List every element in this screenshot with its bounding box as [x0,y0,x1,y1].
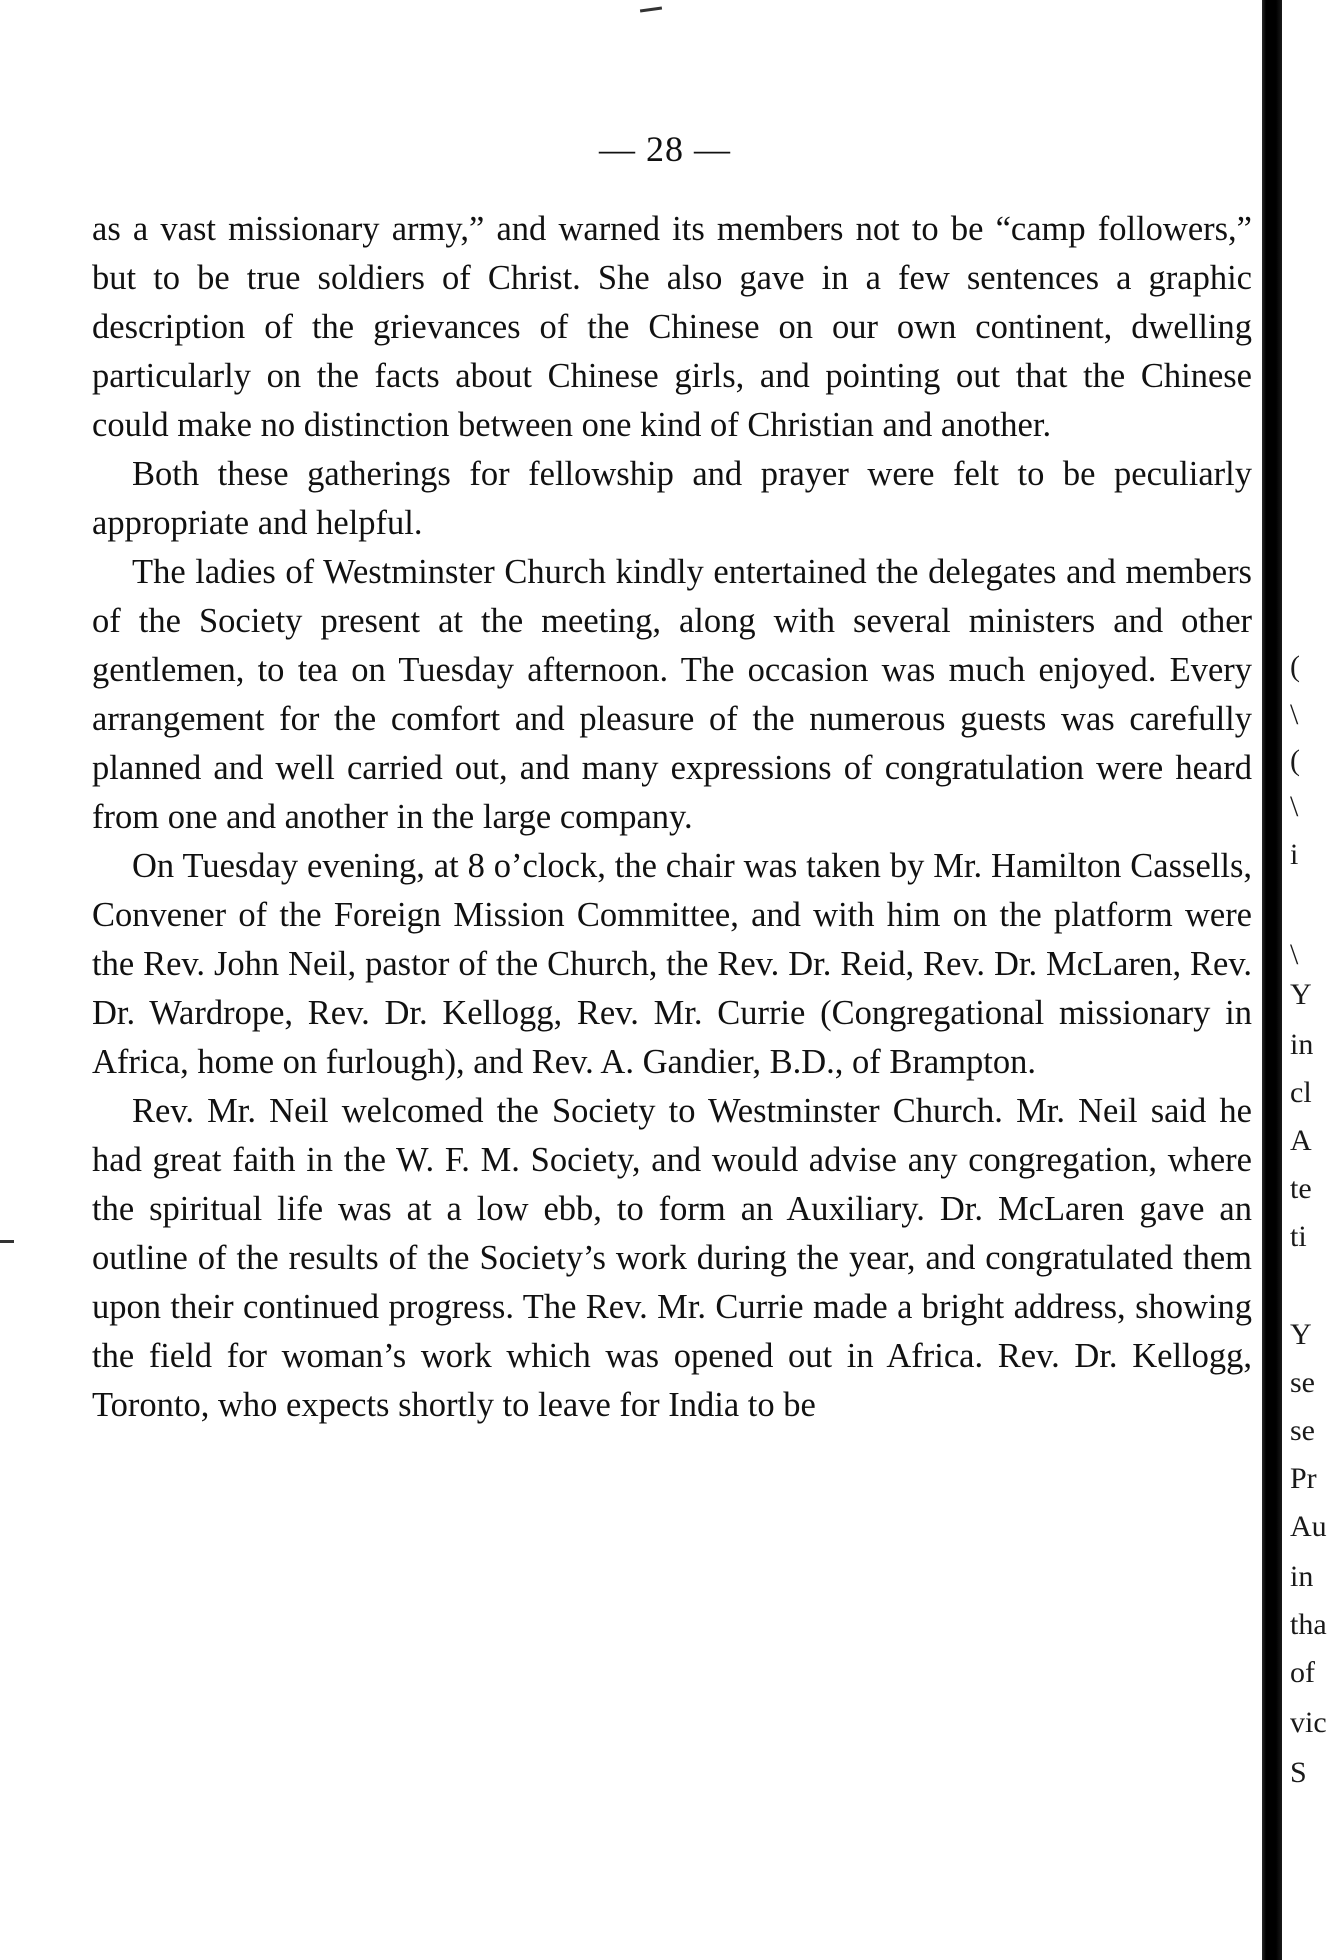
adjacent-text-fragment: Pr [1290,1462,1317,1495]
adjacent-text-fragment: ( [1290,744,1300,777]
adjacent-text-fragment: in [1290,1028,1314,1061]
adjacent-page-edge [1288,0,1330,1960]
paragraph: On Tuesday evening, at 8 o’clock, the chair was taken by Mr. Hamilton Cassells, Convener of the Foreign Mission Committee, and with him on the platform were the Rev. John Neil, pastor of the Church, the Rev. Dr. Reid, Rev. Dr. McLaren, Rev. Dr. Wardrope, Rev. Dr. Kellogg, Rev. Mr. Currie (Congregational missionary in Africa, home on furlough), and Rev. A. Gandier, B.D., of Brampton. [92,847,1252,1081]
adjacent-text-fragment: Y [1290,978,1312,1011]
adjacent-text-fragment: se [1290,1366,1315,1399]
adjacent-text-fragment: ti [1290,1220,1307,1253]
adjacent-text-fragment: S [1290,1756,1307,1789]
adjacent-text-fragment: te [1290,1172,1312,1205]
scan-mark [0,1240,14,1243]
adjacent-text-fragment: tha [1290,1608,1327,1641]
adjacent-text-fragment: se [1290,1414,1315,1447]
paragraph: as a vast missionary army,” and warned its members not to be “camp followers,” but to be true soldiers of Christ. She also gave in a few sentences a graphic description of the grievances of the Chinese on our own continent, dwelling particularly on the facts about Chinese girls, and pointing out that the Chinese could make no distinction between one kind of Christian and another. [92,210,1252,444]
paragraph: Rev. Mr. Neil welcomed the Society to Westminster Church. Mr. Neil said he had great faith in the W. F. M. Society, and would advise any congregation, where the spiritual life was at a low ebb, to form an Auxiliary. Dr. McLaren gave an outline of the results of the Society’s work during the year, and congratulated them upon their continued progress. The Rev. Mr. Currie made a bright address, showing the field for woman’s work which was opened out in Africa. Rev. Dr. Kellogg, Toronto, who expects shortly to leave for India to be [92,1092,1252,1424]
adjacent-text-fragment: Au [1290,1510,1327,1543]
adjacent-text-fragment: of [1290,1656,1315,1689]
adjacent-text-fragment: \ [1290,790,1299,823]
adjacent-text-fragment: \ [1290,698,1299,731]
scan-mark [640,6,662,12]
adjacent-text-fragment: Y [1290,1318,1312,1351]
adjacent-text-fragment: A [1290,1124,1312,1157]
adjacent-text-fragment: cl [1290,1076,1312,1109]
binding-gutter [1262,0,1282,1960]
adjacent-text-fragment: in [1290,1560,1314,1593]
adjacent-text-fragment: vic [1290,1706,1327,1739]
adjacent-text-fragment: i [1290,838,1299,871]
paragraph: Both these gatherings for fellowship and prayer were felt to be peculiarly appropriate and helpful. [92,455,1252,542]
adjacent-text-fragment: ( [1290,650,1300,683]
paragraph: The ladies of Westminster Church kindly entertained the delegates and members of the Society present at the meeting, along with several ministers and other gentlemen, to tea on Tuesday afternoon. The occasion was much enjoyed. Every arrangement for the comfort and pleasure of the numerous guests was carefully planned and well carried out, and many expressions of congratulation were heard from one and another in the large company. [92,553,1252,836]
adjacent-text-fragment: \ [1290,938,1299,971]
page-number: — 28 — [599,129,731,169]
body-text [92,205,1252,1430]
